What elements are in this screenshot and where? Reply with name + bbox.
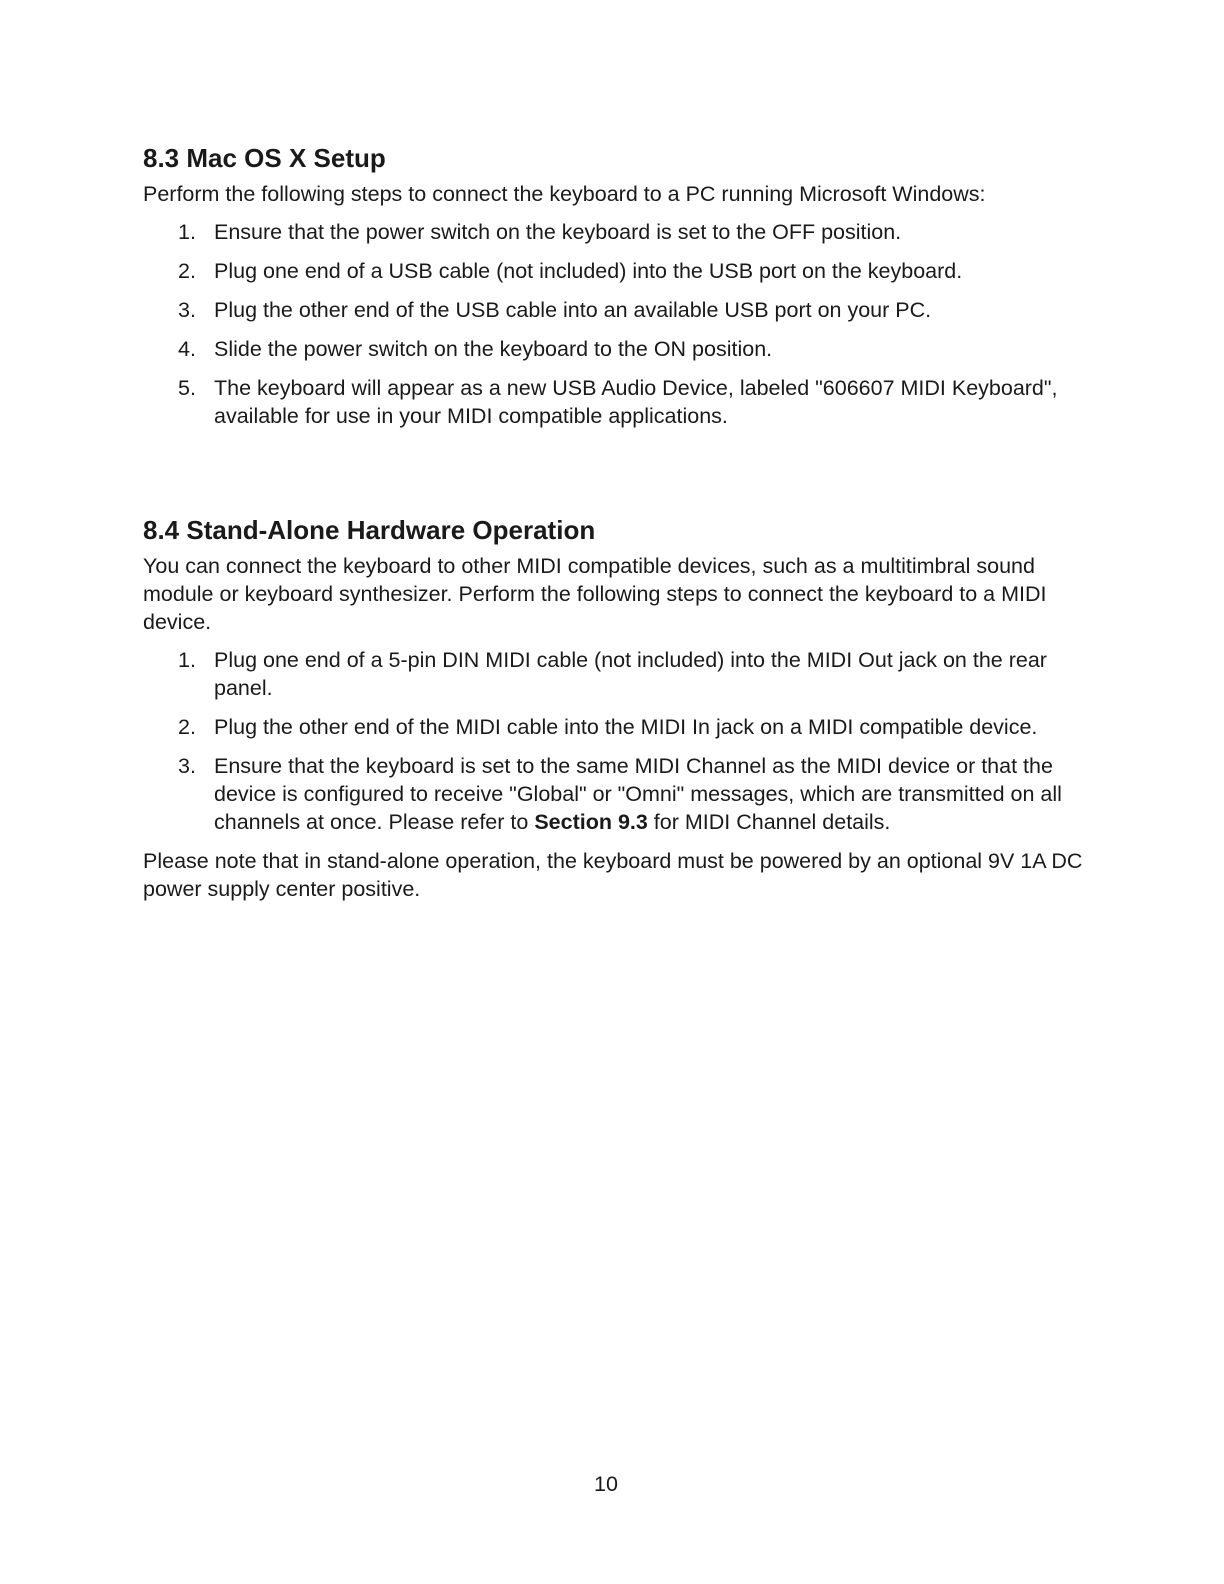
list-item bbox=[143, 335, 1083, 363]
list-item bbox=[143, 218, 1083, 246]
step-number: 2. bbox=[178, 259, 196, 283]
list-item bbox=[143, 752, 1083, 836]
list-item bbox=[143, 296, 1083, 324]
step-number: 3. bbox=[178, 754, 196, 778]
section-mac-os-x-setup bbox=[143, 140, 1083, 512]
step-text-after: for MIDI Channel details. bbox=[647, 810, 891, 834]
step-text: Ensure that the power switch on the keyboard is set to the OFF position. bbox=[214, 220, 902, 244]
step-text: Plug one end of a USB cable (not included) into the USB port on the keyboard. bbox=[214, 259, 963, 283]
list-item bbox=[143, 257, 1083, 285]
section-heading: 8.4 Stand-Alone Hardware Operation bbox=[143, 515, 596, 545]
steps-list bbox=[143, 646, 1083, 836]
section-intro: Perform the following steps to connect the keyboard to a PC running Microsoft Windows: bbox=[143, 182, 986, 206]
step-text: Slide the power switch on the keyboard to the ON position. bbox=[214, 337, 773, 361]
step-text: Plug the other end of the MIDI cable into the MIDI In jack on a MIDI compatible device. bbox=[214, 715, 1038, 739]
step-text-before: Ensure that the keyboard is set to the same MIDI Channel as the MIDI device or that the device is configured to receive "Global" or "Omni" messages, which are transmitted on all channels at once. Please refer to bbox=[214, 754, 1062, 834]
step-number: 5. bbox=[178, 376, 196, 400]
step-number: 1. bbox=[178, 220, 196, 244]
power-note: Please note that in stand-alone operation, the keyboard must be powered by an optional 9V 1A DC power supply center positive. bbox=[143, 849, 1083, 901]
step-number: 3. bbox=[178, 298, 196, 322]
step-number: 1. bbox=[178, 648, 196, 672]
section-reference: Section 9.3 bbox=[534, 810, 648, 834]
step-text: Plug one end of a 5-pin DIN MIDI cable (not included) into the MIDI Out jack on the rear panel. bbox=[214, 648, 1047, 700]
list-item bbox=[143, 374, 1083, 430]
page-number: 10 bbox=[594, 1472, 618, 1496]
section-intro: You can connect the keyboard to other MIDI compatible devices, such as a multitimbral sound module or keyboard synthesizer. Perform the following steps to connect the keyboard to a MIDI device. bbox=[143, 554, 1047, 634]
section-stand-alone-operation bbox=[143, 512, 1083, 903]
document-page bbox=[143, 140, 1083, 903]
steps-list bbox=[143, 218, 1083, 430]
list-item bbox=[143, 713, 1083, 741]
list-item bbox=[143, 646, 1083, 702]
step-text: Plug the other end of the USB cable into an available USB port on your PC. bbox=[214, 298, 932, 322]
step-text bbox=[214, 754, 1062, 834]
step-number: 2. bbox=[178, 715, 196, 739]
step-text: The keyboard will appear as a new USB Audio Device, labeled "606607 MIDI Keyboard", available for use in your MIDI compatible applications. bbox=[214, 376, 1058, 428]
step-number: 4. bbox=[178, 337, 196, 361]
section-heading: 8.3 Mac OS X Setup bbox=[143, 143, 386, 173]
